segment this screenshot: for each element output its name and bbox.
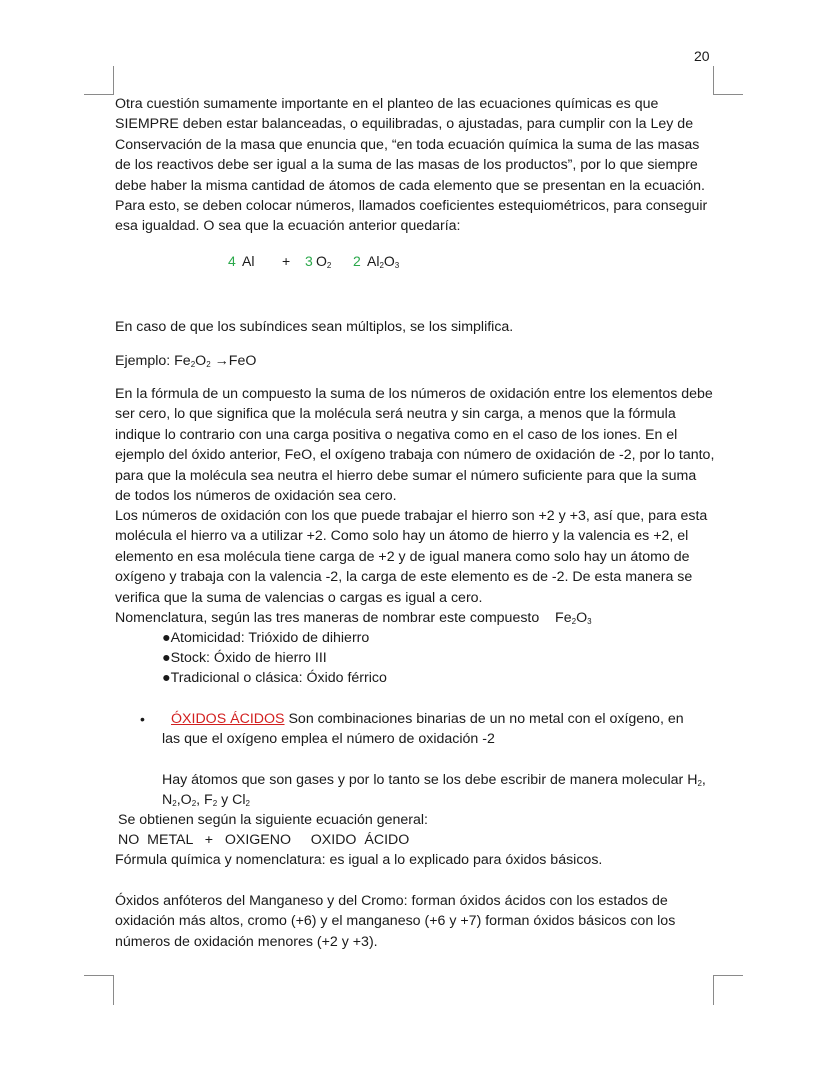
eq-term-o2: $O_2$ [316, 253, 332, 270]
nomenclatura-item-tradicional: ●Tradicional o clásica: Óxido férrico [162, 670, 387, 686]
eq-term-al2o3: $Al_2O_3$ [367, 253, 400, 270]
crop-mark-top-left-h [84, 94, 114, 95]
crop-mark-bottom-left-h [84, 975, 114, 976]
paragraph-hierro: Los números de oxidación con los que puede trabajar el hierro son +2 y +3, así que, para esta molécula el hierro va a utilizar +2. Como solo hay un átomo de hierro y la valencia es +2, el elemento en esa molécula tiene carga de +2 y de igual manera como solo hay un átomo de oxígeno y trabaja con la valencia -2, la carga de este elemento es de -2. De esta manera se verifica que la suma de valencias o cargas es igual a cero. [115, 508, 708, 606]
formula-fe2o3: $Fe_2O_3$ [555, 610, 592, 626]
paragraph-anfoteros: Óxidos anfóteros del Manganeso y del Cromo: forman óxidos ácidos con los estados de oxidación más altos, cromo (+6) y el manganeso (+6 y +7) forman óxidos básicos con los números de oxidación menores (+2 y +3). [115, 893, 676, 950]
crop-mark-top-right-h [713, 94, 743, 95]
eq-coef-3: 2 [353, 253, 361, 269]
eq-plus: + [282, 253, 291, 269]
paragraph-balanceo: Otra cuestión sumamente importante en el planteo de las ecuaciones químicas es que SIEMPRE deben estar balanceadas, o equilibradas, o ajustadas, para cumplir con la Ley de Conservación de la masa que enuncia que, “en toda ecuación química la suma de las masas de los reactivos debe ser igual a la suma de las masas de los productos”, por lo que siempre debe haber la misma cantidad de átomos de cada elemento que se presentan en la ecuación. Para esto, se deben colocar números, llamados coeficientes estequiométricos, para conseguir esa igualdad. O sea que la ecuación anterior quedaría: [115, 96, 708, 235]
crop-mark-top-right-v [713, 66, 714, 95]
nomenclatura-item-stock: ●Stock: Óxido de hierro III [162, 650, 327, 666]
eq-coef-1: 4 [228, 253, 236, 269]
crop-mark-bottom-right-h [713, 975, 743, 976]
nomenclatura-item-atomicidad: ●Atomicidad: Trióxido de dihierro [162, 630, 370, 646]
crop-mark-bottom-left-v [113, 975, 114, 1005]
formula-nomenclatura-line: Fórmula química y nomenclatura: es igual a lo explicado para óxidos básicos. [115, 852, 603, 868]
crop-mark-top-left-v [113, 66, 114, 95]
acidos-definition: ÓXIDOS ÁCIDOS Son combinaciones binarias de un no metal con el oxígeno, en las que el oxígeno emplea el número de oxidación -2 [162, 711, 684, 748]
acidos-title: ÓXIDOS ÁCIDOS [171, 711, 285, 727]
general-equation: NO METAL + OXIGENO OXIDO ÁCIDO [118, 832, 410, 848]
paragraph-subindices: En caso de que los subíndices sean múltiplos, se los simplifica. [115, 319, 514, 335]
example-line: Ejemplo: $Fe_2O_2 \to FeO$ [115, 353, 257, 369]
page-number: 20 [694, 48, 710, 64]
nomenclatura-intro: Nomenclatura, según las tres maneras de nombrar este compuesto $Fe_2O_3$ [115, 610, 592, 626]
gases-paragraph: Hay átomos que son gases y por lo tanto se los debe escribir de manera molecular $H_2$, $N_2,O_2$, $F_2$ y $Cl_2$ [162, 772, 706, 809]
arrow-icon: → [214, 353, 229, 369]
crop-mark-bottom-right-v [713, 975, 714, 1005]
paragraph-suma-oxidacion: En la fórmula de un compuesto la suma de los números de oxidación entre los elementos debe ser cero, lo que significa que la molécula será neutra y sin carga, a menos que la fórmula indique lo contrario con una carga positiva o negativa como en el caso de los iones. En el ejemplo del óxido anterior, FeO, el oxígeno trabaja con número de oxidación de -2, por lo tanto, para que la molécula sea neutra el hierro debe sumar el número suficiente para que la suma de todos los números de oxidación sea cero. [115, 386, 715, 505]
eq-coef-2: 3 [305, 253, 313, 269]
bullet-icon: • [140, 711, 145, 727]
eq-term-al: Al [242, 253, 255, 269]
general-intro: Se obtienen según la siguiente ecuación general: [118, 812, 428, 828]
